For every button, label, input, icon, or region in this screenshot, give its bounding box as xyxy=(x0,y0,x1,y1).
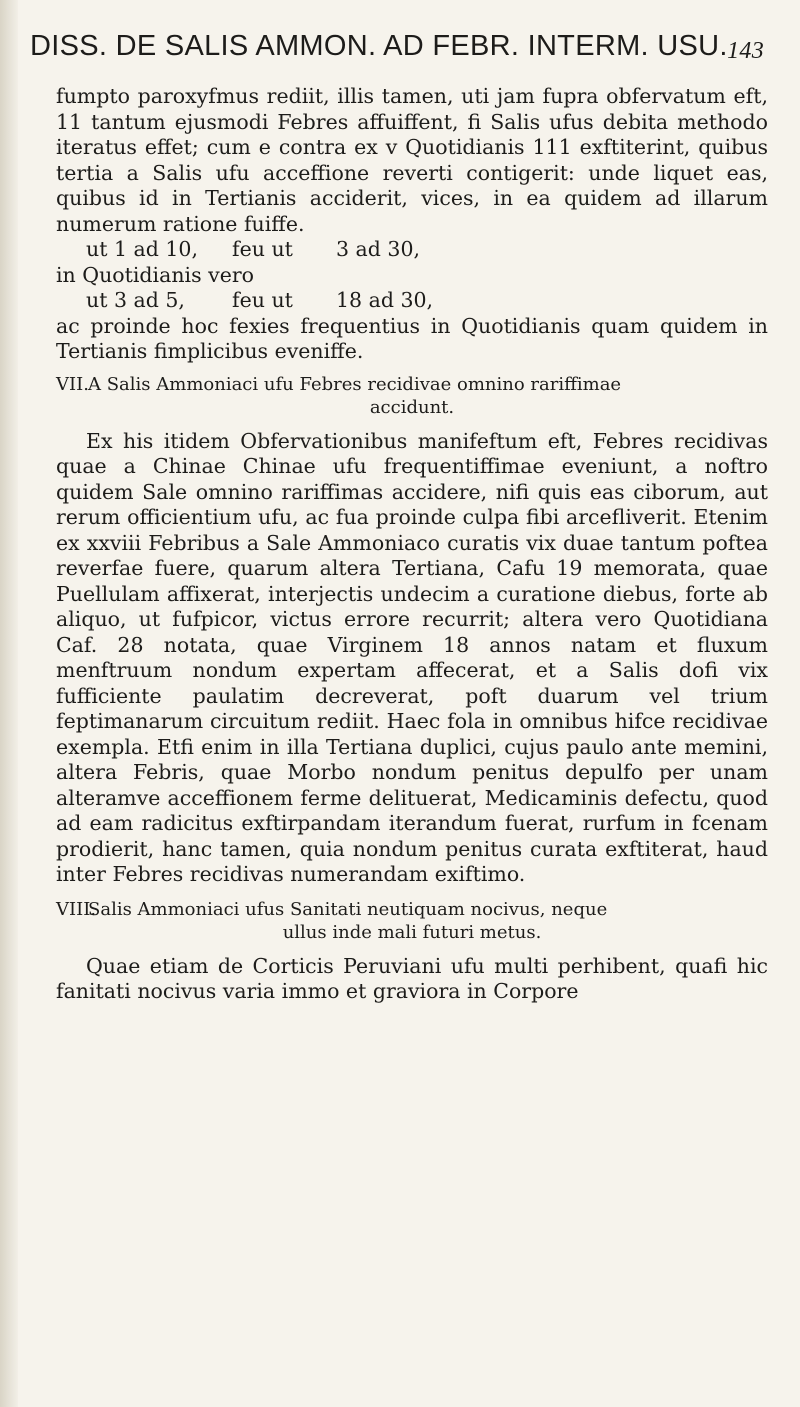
running-title: DISS. DE SALIS AMMON. AD FEBR. INTERM. USU. xyxy=(30,30,728,62)
ratio-term: ut 3 ad 5, xyxy=(86,288,185,312)
page-binding-edge xyxy=(0,0,18,1407)
paragraph: Quae etiam de Corticis Peruviani ufu multi perhibent, quafi hic fanitati nocivus varia immo et graviora in Corpore xyxy=(56,953,768,1003)
section-title: A Salis Ammoniaci ufu Febres recidivae omnino rariffimae xyxy=(88,373,622,395)
section-heading xyxy=(56,373,768,396)
ratio-term: 18 ad 30, xyxy=(336,288,434,312)
paragraph: ac proinde hoc fexies frequentius in Quotidianis quam quidem in Tertianis fimplicibus eveniffe. xyxy=(56,313,768,363)
section-number: VII. xyxy=(56,373,89,395)
running-header xyxy=(30,30,770,70)
ratio-line xyxy=(86,237,768,263)
section-number: VIII. xyxy=(56,898,97,920)
ratio-connector: feu ut xyxy=(232,237,293,261)
section-heading xyxy=(56,898,768,921)
page-number: 143 xyxy=(727,38,764,64)
line-text: in Quotidianis vero xyxy=(56,262,254,287)
ratio-term: 3 ad 30, xyxy=(336,237,421,261)
section-title: Salis Ammoniaci ufus Sanitati neutiquam nocivus, neque xyxy=(88,898,608,920)
ratio-line xyxy=(86,288,768,314)
section-title-cont: ullus inde mali futuri metus. xyxy=(282,921,542,943)
paragraph: fumpto paroxyfmus rediit, illis tamen, uti jam fupra obfervatum eft, 11 tantum ejusmodi Febres affuiffent, fi Salis ufus debita methodo iteratus effet; cum e contra ex v Quotidianis 111 exftiterint, quibus tertia a Salis ufu acceffione reverti contigerit: unde liquet eas, quibus id in Tertianis acciderit, vices, in ea quidem ad illarum numerum ratione fuiffe. xyxy=(56,84,768,236)
ratio-connector: feu ut xyxy=(232,288,293,312)
paragraph: Ex his itidem Obfervationibus manifeftum eft, Febres recidivas quae a Chinae Chinae ufu frequentiffimae eveniunt, a noftro quidem Sale omnino rariffimas accidere, nifi quis eas ciborum, aut rerum officientium ufu, ac fua proinde culpa fibi arcefliverit. Etenim ex xxviii Febribus a Sale Ammoniaco curatis vix duae tantum poftea reverfae fuere, quarum altera Tertiana, Cafu 19 memorata, quae Puellulam affixerat, interjectis undecim a curatione diebus, forte ab aliquo, ut fufpicor, victus errore recurrit; altera vero Quotidiana Caf. 28 notata, quae Virginem 18 annos natam et fluxum menftruum nondum expertam affecerat, et a Salis dofi vix fufficiente paulatim decreverat, poft duarum vel trium feptimanarum circuitum rediit. Haec fola in omnibus hifce recidivae exempla. Etfi enim in illa Tertiana duplici, cujus paulo ante memini, altera Febris, quae Morbo nondum penitus depulfo per unam alteramve acceffionem ferme delituerat, Medicaminis defectu, quod ad eam radicitus exftirpandam iterandum fuerat, rurfum in fcenam prodierit, hanc tamen, quia nondum penitus curata exftiterat, haud inter Febres recidivas numerandam exiftimo. xyxy=(56,428,768,886)
section-title-cont: accidunt. xyxy=(369,396,455,418)
main-text xyxy=(56,84,768,1005)
ratio-term: ut 1 ad 10, xyxy=(86,237,198,261)
